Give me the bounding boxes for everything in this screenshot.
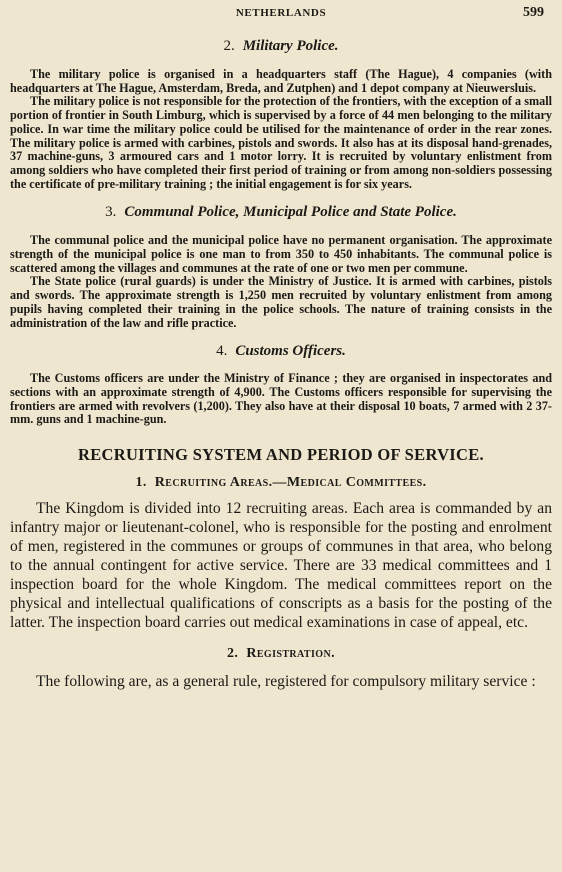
paragraph: The following are, as a general rule, registered for compulsory military service : <box>36 673 536 691</box>
section-number: 2. <box>223 38 235 54</box>
page-header <box>10 0 552 30</box>
section-title: Recruiting Areas.—Medical Committees. <box>154 475 427 491</box>
paragraph: The communal police and the municipal police have no permanent organisation. The approximate strength of the municipal police is one man to from 350 to 450 inhabitants. The communal police is scattered among the villages and communes at the rate of one or two men per commune. <box>10 233 552 275</box>
page-number: 599 <box>523 5 544 20</box>
section-body <box>10 68 552 191</box>
subsection-heading <box>10 475 552 491</box>
paragraph: The military police is not responsible for the protection of the frontiers, with the exception of a small portion of frontier in South Limburg, which is supervised by a force of 44 men belonging to the military police. In war time the military police could be utilised for the maintenance of order in the rear zones. The military police is armed with carbines, pistols and swords. It also has at its disposal hand-grenades, 37 machine-guns, 3 armoured cars and 1 motor lorry. It is recruited by voluntary enlistment from among soldiers who have completed their first period of training or from among non-soldiers possessing the certificate of pre-military training ; the initial engagement is for six years. <box>10 94 552 191</box>
chapter-heading: RECRUITING SYSTEM AND PERIOD OF SERVICE. <box>78 445 484 465</box>
section-title: Military Police. <box>242 38 339 54</box>
section-title: Registration. <box>246 646 335 662</box>
paragraph: The State police (rural guards) is under the Ministry of Justice. It is armed with carbines, pistols and swords. The approximate strength is 1,250 men recruited by voluntary enlistment from among pupils having completed their training in the police schools. The nature of training consists in the administration of the law and rifle practice. <box>10 274 552 330</box>
section-body <box>10 372 552 427</box>
section-title: Customs Officers. <box>235 343 346 360</box>
section-number: 1. <box>135 475 147 491</box>
section-communal-police <box>10 203 552 330</box>
section-customs <box>10 342 552 427</box>
section-body <box>10 499 552 632</box>
paragraph: The Kingdom is divided into 12 recruiting areas. Each area is commanded by an infantry major or lieutenant-colonel, who is responsible for the posting and enrolment of men, registered in the communes or groups of communes in that area, who belong to the annual contingent for active service. There are 33 medical committees and 1 inspection board for the whole Kingdom. The medical committees report on the physical and intellectual qualifications of conscripts as a basis for the posting of the latter. The inspection board carries out medical examinations in case of appeal, etc. <box>10 500 552 632</box>
section-recruiting-areas <box>10 475 552 632</box>
section-body <box>10 672 552 691</box>
section-heading <box>10 342 552 360</box>
paragraph: The military police is organised in a headquarters staff (The Hague), 4 companies (with headquarters at The Hague, Amsterdam, Breda, and Zutphen) and 1 depot company at Nieuwersluis. <box>10 67 552 95</box>
section-registration <box>10 646 552 691</box>
section-number: 3. <box>105 204 117 221</box>
section-heading <box>10 37 552 55</box>
running-title: NETHERLANDS <box>235 7 327 19</box>
paragraph: The Customs officers are under the Ministry of Finance ; they are organised in inspectorates and sections with an approximate strength of 4,900. The Customs officers responsible for supervising the frontiers are armed with revolvers (1,200). They also have at their disposal 10 boats, 7 armed with 2 37-mm. guns and 1 machine-gun. <box>10 371 552 427</box>
section-military-police <box>10 37 552 191</box>
section-heading <box>10 203 552 221</box>
section-body <box>10 234 552 330</box>
subsection-heading <box>10 646 552 662</box>
section-number: 2. <box>227 646 239 662</box>
section-number: 4. <box>216 343 228 360</box>
section-title: Communal Police, Municipal Police and State Police. <box>124 204 457 221</box>
